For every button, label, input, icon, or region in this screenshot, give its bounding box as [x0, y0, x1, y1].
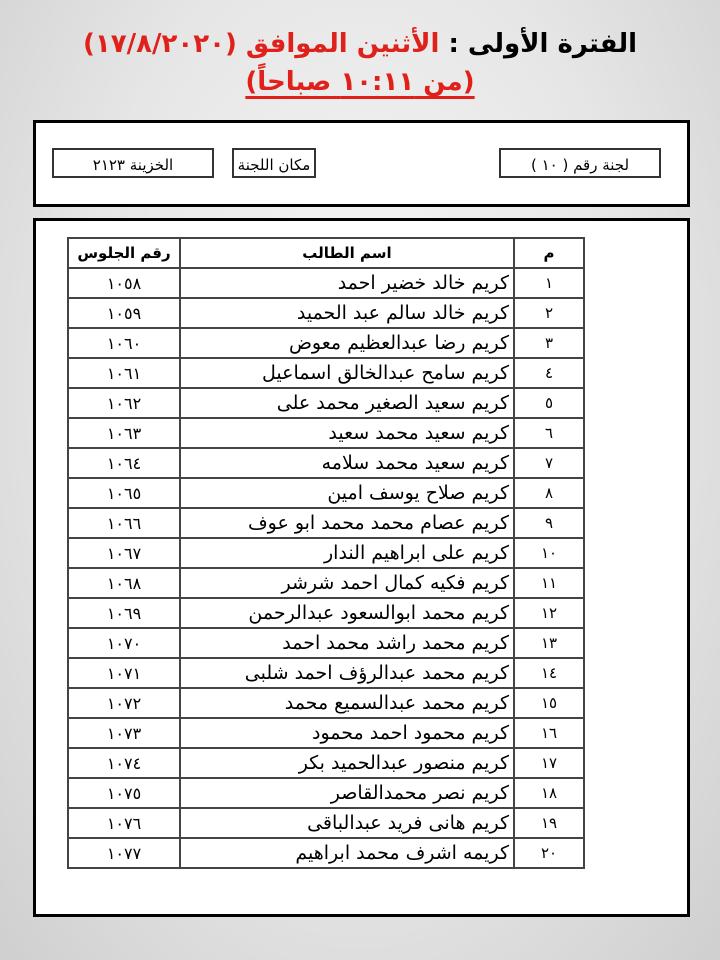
row-number: ٧: [514, 448, 584, 478]
student-name: كريم نصر محمدالقاصر: [180, 778, 514, 808]
row-number: ٤: [514, 358, 584, 388]
table-row: [68, 628, 584, 658]
student-name: كريم عصام محمد محمد ابو عوف: [180, 508, 514, 538]
seat-number: ١٠٦٨: [68, 568, 180, 598]
header-name: اسم الطالب: [180, 238, 514, 268]
seat-number: ١٠٧٧: [68, 838, 180, 868]
student-name: كريم محمد عبدالسميع محمد: [180, 688, 514, 718]
committee-number-box: لجنة رقم ( ١٠ ): [499, 148, 661, 178]
seat-number: ١٠٦٩: [68, 598, 180, 628]
period-title: [0, 28, 720, 60]
location-label-box: مكان اللجنة: [232, 148, 316, 178]
exam-day-date: الأثنين الموافق (١٧/٨/٢٠٢٠): [83, 29, 440, 59]
row-number: ١٣: [514, 628, 584, 658]
student-name: كريم سامح عبدالخالق اسماعيل: [180, 358, 514, 388]
seat-number: ١٠٧٠: [68, 628, 180, 658]
exam-time: (من ١٠:١١ صباحاً): [245, 67, 475, 97]
table-row: [68, 688, 584, 718]
student-name: كريم خالد خضير احمد: [180, 268, 514, 298]
seat-number: ١٠٦٠: [68, 328, 180, 358]
table-row: [68, 718, 584, 748]
student-name: كريم محمد ابوالسعود عبدالرحمن: [180, 598, 514, 628]
header-num: م: [514, 238, 584, 268]
table-row: [68, 598, 584, 628]
student-name: كريم فكيه كمال احمد شرشر: [180, 568, 514, 598]
student-name: كريم هانى فريد عبدالباقى: [180, 808, 514, 838]
row-number: ١٦: [514, 718, 584, 748]
table-row: [68, 568, 584, 598]
student-name: كريم على ابراهيم الندار: [180, 538, 514, 568]
location-value-box: الخزينة ٢١٢٣: [52, 148, 214, 178]
row-number: ١٤: [514, 658, 584, 688]
student-name: كريم رضا عبدالعظيم معوض: [180, 328, 514, 358]
table-row: [68, 298, 584, 328]
student-name: كريم محمد راشد محمد احمد: [180, 628, 514, 658]
table-row: [68, 328, 584, 358]
period-label: الفترة الأولى :: [448, 29, 637, 59]
seat-number: ١٠٦١: [68, 358, 180, 388]
seat-number: ١٠٧٦: [68, 808, 180, 838]
table-row: [68, 538, 584, 568]
students-table: [67, 237, 585, 869]
student-name: كريمه اشرف محمد ابراهيم: [180, 838, 514, 868]
row-number: ٥: [514, 388, 584, 418]
row-number: ١: [514, 268, 584, 298]
row-number: ٣: [514, 328, 584, 358]
seat-number: ١٠٧٥: [68, 778, 180, 808]
table-row: [68, 268, 584, 298]
table-row: [68, 388, 584, 418]
seat-number: ١٠٦٧: [68, 538, 180, 568]
row-number: ١٧: [514, 748, 584, 778]
row-number: ٩: [514, 508, 584, 538]
row-number: ١٢: [514, 598, 584, 628]
seat-number: ١٠٧٤: [68, 748, 180, 778]
table-row: [68, 418, 584, 448]
seat-number: ١٠٦٤: [68, 448, 180, 478]
seat-number: ١٠٧٢: [68, 688, 180, 718]
table-row: [68, 838, 584, 868]
row-number: ١٠: [514, 538, 584, 568]
table-row: [68, 448, 584, 478]
row-number: ٨: [514, 478, 584, 508]
row-number: ١٨: [514, 778, 584, 808]
table-row: [68, 748, 584, 778]
row-number: ٢: [514, 298, 584, 328]
seat-number: ١٠٦٥: [68, 478, 180, 508]
table-row: [68, 358, 584, 388]
seat-number: ١٠٥٩: [68, 298, 180, 328]
seat-number: ١٠٦٣: [68, 418, 180, 448]
student-name: كريم صلاح يوسف امين: [180, 478, 514, 508]
table-row: [68, 808, 584, 838]
table-row: [68, 508, 584, 538]
student-name: كريم محمد عبدالرؤف احمد شلبى: [180, 658, 514, 688]
seat-number: ١٠٥٨: [68, 268, 180, 298]
table-row: [68, 658, 584, 688]
table-row: [68, 778, 584, 808]
student-name: كريم سعيد محمد سلامه: [180, 448, 514, 478]
row-number: ٢٠: [514, 838, 584, 868]
student-name: كريم خالد سالم عبد الحميد: [180, 298, 514, 328]
student-name: كريم سعيد الصغير محمد على: [180, 388, 514, 418]
header-seat: رقم الجلوس: [68, 238, 180, 268]
table-header-row: [68, 238, 584, 268]
student-name: كريم منصور عبدالحميد بكر: [180, 748, 514, 778]
seat-number: ١٠٦٦: [68, 508, 180, 538]
seat-number: ١٠٦٢: [68, 388, 180, 418]
seat-number: ١٠٧١: [68, 658, 180, 688]
row-number: ١٩: [514, 808, 584, 838]
student-name: كريم محمود احمد محمود: [180, 718, 514, 748]
row-number: ١١: [514, 568, 584, 598]
table-row: [68, 478, 584, 508]
row-number: ١٥: [514, 688, 584, 718]
row-number: ٦: [514, 418, 584, 448]
seat-number: ١٠٧٣: [68, 718, 180, 748]
student-name: كريم سعيد محمد سعيد: [180, 418, 514, 448]
